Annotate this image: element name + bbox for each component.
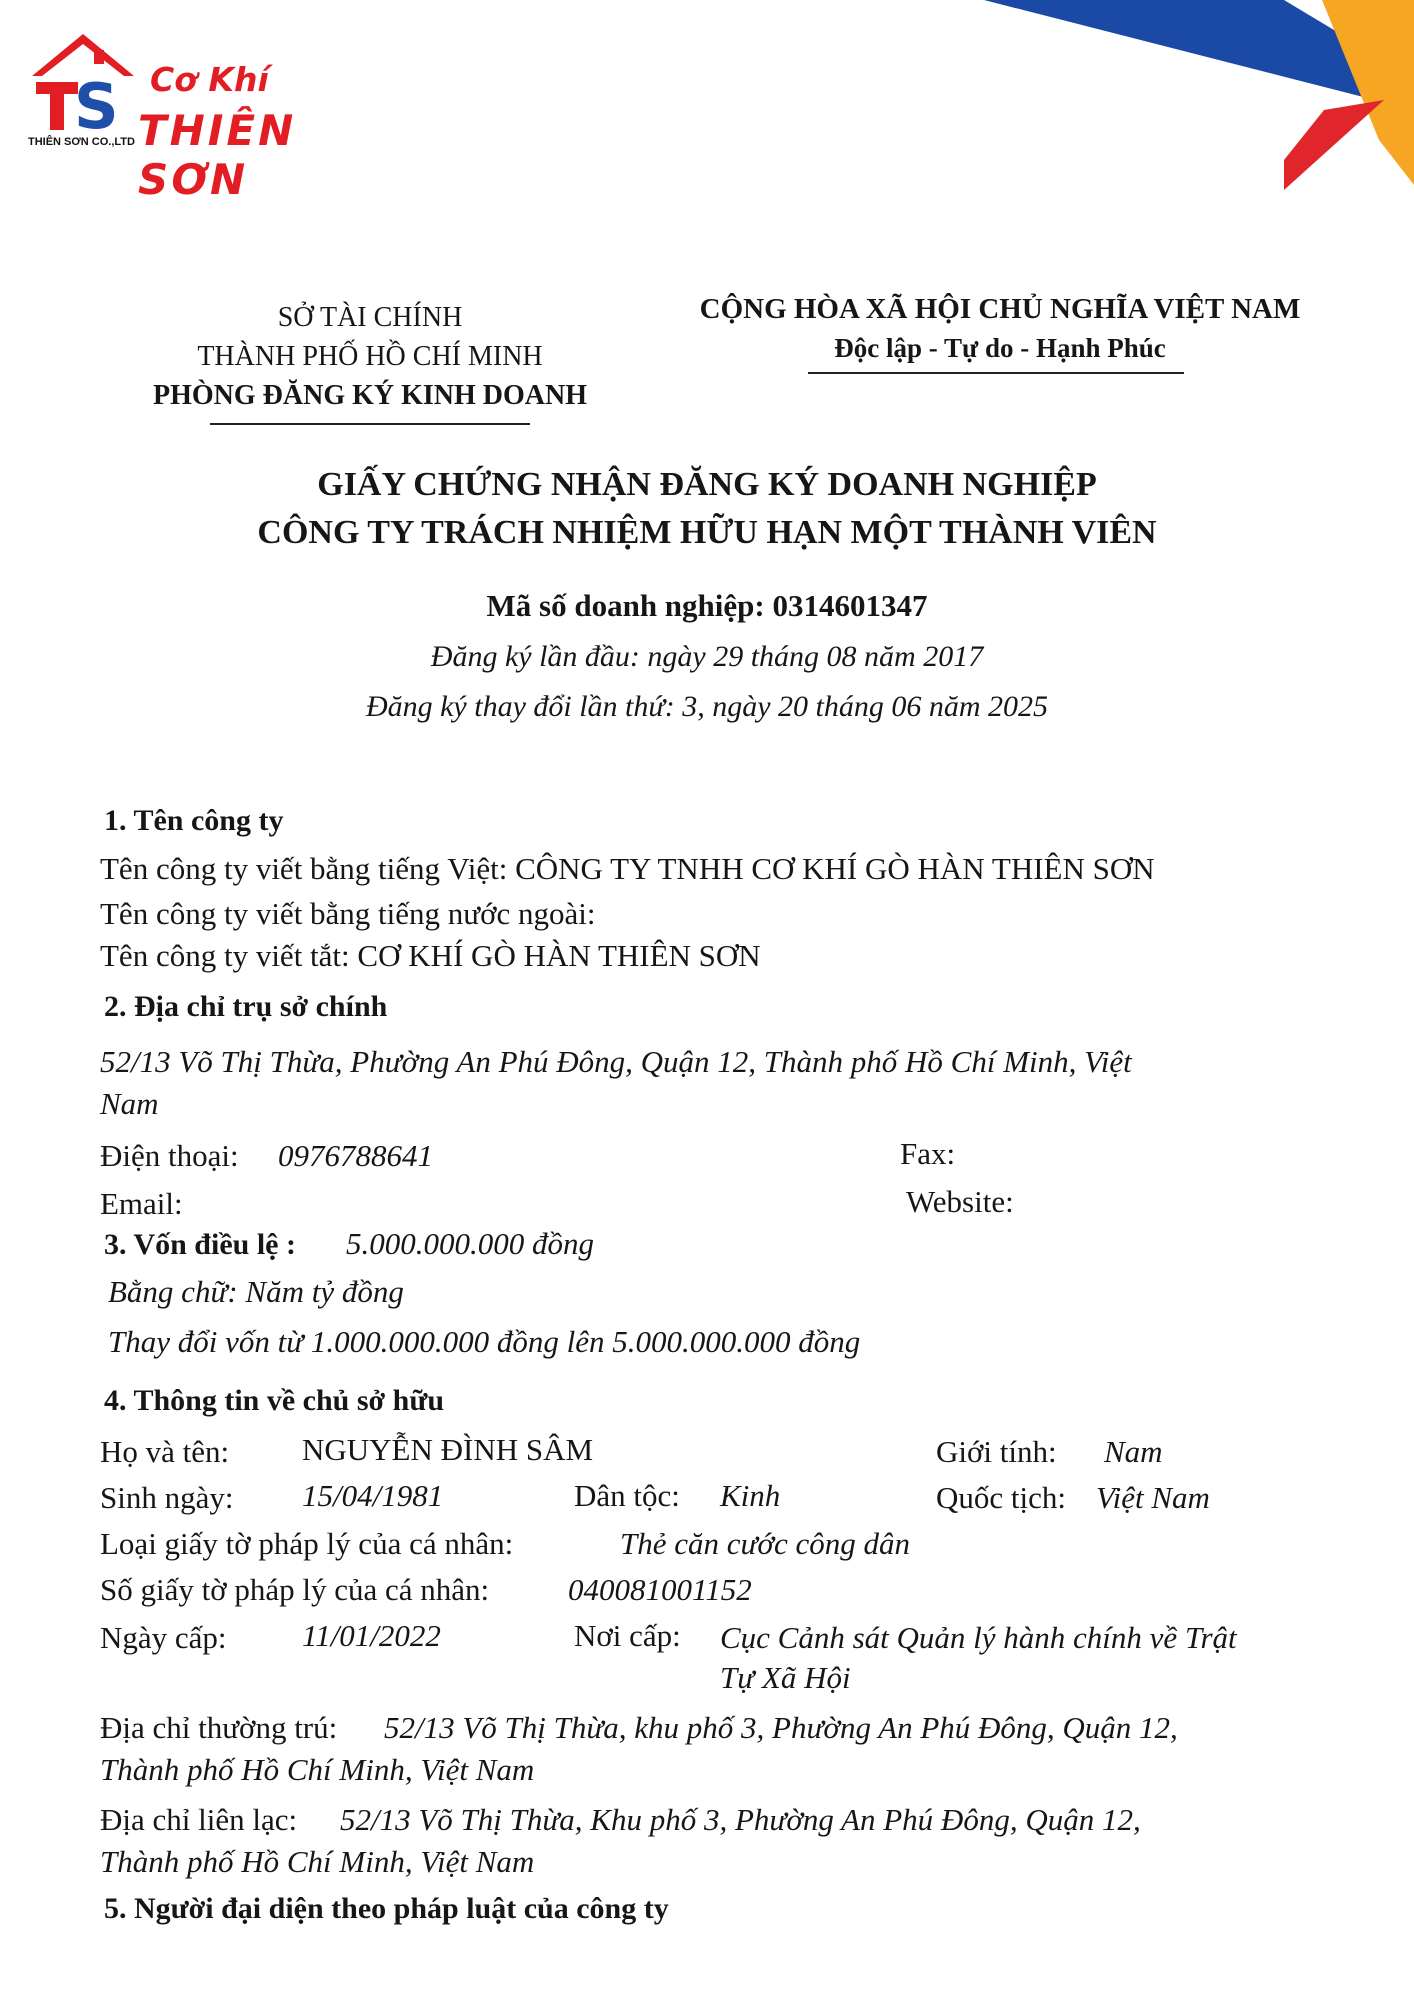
national-heading — [680, 290, 1320, 368]
section-2-heading: 2. Địa chỉ trụ sở chính — [104, 990, 388, 1023]
issue-place-line-2: Tự Xã Hội — [720, 1660, 851, 1695]
charter-capital-value: 5.000.000.000 đồng — [346, 1226, 594, 1261]
section-4-heading: 4. Thông tin về chủ sở hữu — [104, 1384, 445, 1417]
logo-co-khi-text: Cơ Khí — [150, 60, 269, 99]
corner-red-band — [1284, 100, 1384, 190]
motto-underline — [808, 372, 1184, 374]
contact-address-label: Địa chỉ liên lạc: — [100, 1802, 298, 1837]
owner-name-label: Họ và tên: — [100, 1434, 230, 1469]
logo-brand-text: THIÊN SƠN — [138, 106, 297, 204]
head-office-address-line-2: Nam — [100, 1086, 159, 1121]
issuing-authority — [130, 298, 610, 415]
section-1-heading: 1. Tên công ty — [104, 804, 284, 837]
permanent-address-line-2: Thành phố Hồ Chí Minh, Việt Nam — [100, 1752, 535, 1787]
ethnic-value: Kinh — [720, 1478, 781, 1513]
house-ts-icon — [28, 28, 138, 138]
company-type-title: CÔNG TY TRÁCH NHIỆM HỮU HẠN MỘT THÀNH VIÊN — [257, 514, 1157, 551]
nationality-label: Quốc tịch: — [936, 1480, 1066, 1515]
logo-company-short: THIÊN SƠN CO.,LTD — [28, 136, 135, 148]
contact-address-line-2: Thành phố Hồ Chí Minh, Việt Nam — [100, 1844, 535, 1879]
section-3-heading: 3. Vốn điều lệ : — [104, 1228, 296, 1261]
dob-label: Sinh ngày: — [100, 1480, 234, 1515]
website-label: Website: — [906, 1184, 1014, 1219]
capital-in-words: Bằng chữ: Năm tỷ đồng — [108, 1274, 404, 1309]
capital-change: Thay đổi vốn từ 1.000.000.000 đồng lên 5.000.000.000 đồng — [108, 1324, 861, 1359]
issue-place-label: Nơi cấp: — [574, 1618, 681, 1653]
doc-type-label: Loại giấy tờ pháp lý của cá nhân: — [100, 1526, 514, 1561]
email-label: Email: — [100, 1186, 183, 1221]
ethnic-label: Dân tộc: — [574, 1478, 680, 1513]
dob-value: 15/04/1981 — [302, 1478, 444, 1513]
phone-label: Điện thoại: — [100, 1138, 239, 1173]
permanent-address-line-1: 52/13 Võ Thị Thừa, khu phố 3, Phường An Phú Đông, Quận 12, — [384, 1710, 1178, 1745]
issue-place-line-1: Cục Cảnh sát Quản lý hành chính về Trật — [720, 1620, 1237, 1655]
company-name-vietnamese: Tên công ty viết bằng tiếng Việt: CÔNG TY TNHH CƠ KHÍ GÒ HÀN THIÊN SƠN — [100, 851, 1155, 886]
company-name-short: Tên công ty viết tắt: CƠ KHÍ GÒ HÀN THIÊN SƠN — [100, 938, 761, 973]
doc-type-value: Thẻ căn cước công dân — [620, 1526, 910, 1561]
authority-line-1: SỞ TÀI CHÍNH — [277, 302, 463, 333]
first-registration: Đăng ký lần đầu: ngày 29 tháng 08 năm 2017 — [430, 640, 984, 673]
national-motto: Độc lập - Tự do - Hạnh Phúc — [834, 333, 1166, 363]
company-name-foreign: Tên công ty viết bằng tiếng nước ngoài: — [100, 896, 596, 931]
company-logo — [28, 28, 388, 204]
svg-text:S: S — [74, 70, 119, 138]
owner-name: NGUYỄN ĐÌNH SÂM — [302, 1432, 594, 1467]
nation-name: CỘNG HÒA XÃ HỘI CHỦ NGHĨA VIỆT NAM — [699, 293, 1301, 325]
change-registration: Đăng ký thay đổi lần thứ: 3, ngày 20 tháng 06 năm 2025 — [365, 690, 1049, 723]
doc-number-value: 040081001152 — [568, 1572, 752, 1607]
doc-number-label: Số giấy tờ pháp lý của cá nhân: — [100, 1572, 490, 1607]
head-office-address-line-1: 52/13 Võ Thị Thừa, Phường An Phú Đông, Quận 12, Thành phố Hồ Chí Minh, Việt — [100, 1044, 1132, 1079]
enterprise-code: Mã số doanh nghiệp: 0314601347 — [486, 588, 928, 623]
authority-underline — [210, 423, 530, 425]
issue-date-value: 11/01/2022 — [302, 1618, 441, 1653]
certificate-title: GIẤY CHỨNG NHẬN ĐĂNG KÝ DOANH NGHIỆP — [317, 466, 1097, 503]
nationality-value: Việt Nam — [1096, 1480, 1210, 1515]
phone-value: 0976788641 — [278, 1138, 433, 1173]
authority-line-2: THÀNH PHỐ HỒ CHÍ MINH — [197, 341, 543, 372]
gender-value: Nam — [1104, 1434, 1163, 1469]
issue-date-label: Ngày cấp: — [100, 1620, 227, 1655]
authority-line-3: PHÒNG ĐĂNG KÝ KINH DOANH — [153, 380, 587, 411]
contact-address-line-1: 52/13 Võ Thị Thừa, Khu phố 3, Phường An Phú Đông, Quận 12, — [340, 1802, 1141, 1837]
gender-label: Giới tính: — [936, 1434, 1057, 1469]
section-5-heading: 5. Người đại diện theo pháp luật của công ty — [104, 1892, 669, 1925]
permanent-address-label: Địa chỉ thường trú: — [100, 1710, 338, 1745]
corner-decoration — [984, 0, 1414, 190]
fax-label: Fax: — [900, 1136, 956, 1171]
